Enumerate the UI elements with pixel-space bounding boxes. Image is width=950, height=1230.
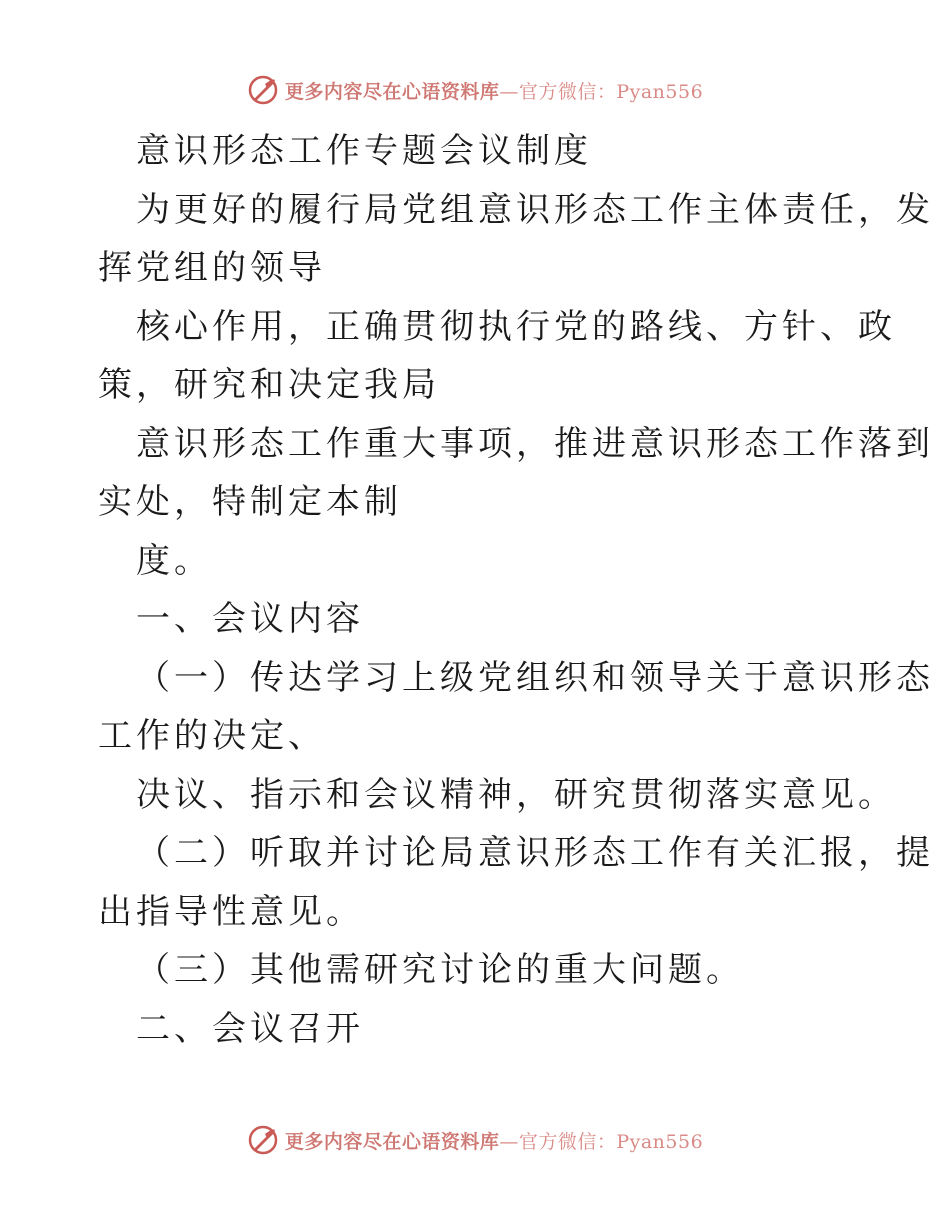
paragraph-line: 核心作用，正确贯彻执行党的路线、方针、政	[136, 306, 896, 347]
document-body	[98, 122, 934, 1058]
footer-watermark	[0, 1120, 950, 1160]
list-item-continuation: 出指导性意见。	[98, 891, 364, 932]
quill-logo-icon	[247, 74, 279, 106]
list-item: （二）听取并讨论局意识形态工作有关汇报，提	[136, 833, 934, 873]
list-item: （一）传达学习上级党组织和领导关于意识形态	[136, 657, 934, 698]
watermark-text	[285, 77, 703, 104]
document-title: 意识形态工作专题会议制度	[136, 131, 592, 171]
watermark-wechat: 官方微信：Pyan556	[518, 80, 704, 103]
watermark-dash: —	[499, 1130, 519, 1153]
list-item: （三）其他需研究讨论的重大问题。	[136, 950, 744, 990]
list-item-continuation: 工作的决定、	[98, 716, 326, 756]
list-item-continuation: 决议、指示和会议精神，研究贯彻落实意见。	[136, 774, 896, 815]
watermark-brand: 更多内容尽在心语资料库	[284, 80, 500, 103]
header-watermark	[0, 70, 950, 110]
watermark-wechat: 官方微信：Pyan556	[518, 1130, 704, 1153]
section-heading: 一、会议内容	[136, 599, 364, 639]
quill-logo-icon	[247, 1124, 279, 1156]
paragraph-line: 意识形态工作重大事项，推进意识形态工作落到	[136, 423, 934, 464]
paragraph-line: 度。	[136, 540, 212, 581]
watermark-brand: 更多内容尽在心语资料库	[284, 1130, 500, 1153]
watermark-dash: —	[499, 80, 519, 103]
paragraph-line: 挥党组的领导	[98, 248, 326, 288]
paragraph-line: 实处，特制定本制	[98, 482, 402, 522]
paragraph-line: 为更好的履行局党组意识形态工作主体责任，发	[136, 189, 934, 230]
paragraph-line: 策，研究和决定我局	[98, 365, 440, 405]
watermark-text	[285, 1127, 703, 1154]
section-heading: 二、会议召开	[136, 1008, 364, 1049]
